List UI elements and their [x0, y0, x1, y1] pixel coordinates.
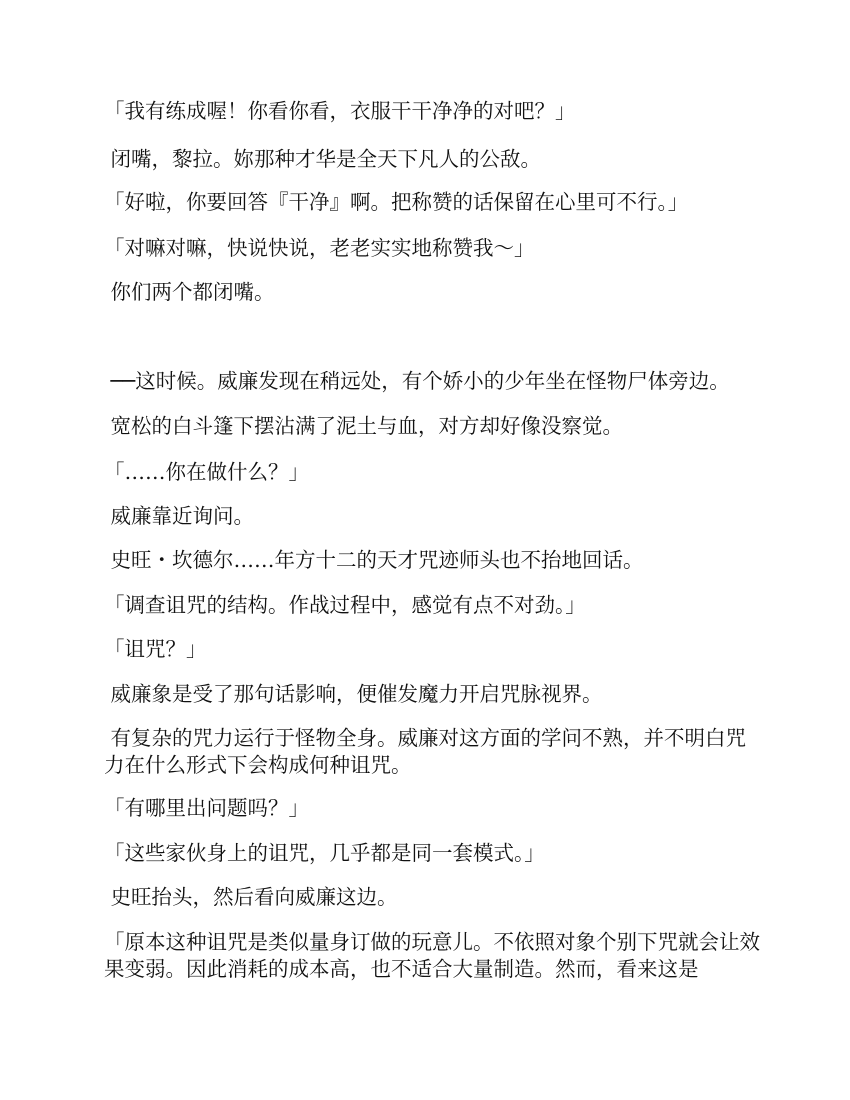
- paragraph: 你们两个都闭嘴。: [104, 280, 275, 304]
- paragraph: 宽松的白斗篷下摆沾满了泥土与血，对方却好像没察觉。: [104, 414, 624, 438]
- paragraph: 「这些家伙身上的诅咒，几乎都是同一套模式。」: [104, 841, 545, 865]
- paragraph: 史旺抬头，然后看向威廉这边。: [104, 885, 398, 909]
- paragraph: 「原本这种诅咒是类似量身订做的玩意儿。不依照对象个别下咒就会让效果变弱。因此消耗的成本高，也不适合大量制造。然而，看来这是: [104, 930, 760, 981]
- paragraph: 史旺・坎德尔……年方十二的天才咒迹师头也不抬地回话。: [104, 548, 644, 572]
- paragraph: 「诅咒？」: [104, 637, 207, 661]
- paragraph: 「好啦，你要回答『干净』啊。把称赞的话保留在心里可不行。」: [104, 190, 689, 214]
- paragraph: 有复杂的咒力运行于怪物全身。威廉对这方面的学问不熟，并不明白咒力在什么形式下会构成何种诅咒。: [104, 726, 747, 777]
- paragraph: 「调查诅咒的结构。作战过程中，感觉有点不对劲。」: [104, 593, 586, 617]
- paragraph: ──这时候。威廉发现在稍远处，有个娇小的少年坐在怪物尸体旁边。: [104, 369, 730, 393]
- paragraph: 威廉象是受了那句话影响，便催发魔力开启咒脉视界。: [104, 682, 603, 706]
- paragraph: 威廉靠近询问。: [104, 504, 255, 528]
- paragraph: 「有哪里出问题吗？」: [104, 796, 309, 820]
- paragraph: 闭嘴，黎拉。妳那种才华是全天下凡人的公敌。: [104, 147, 542, 171]
- paragraph: 「……你在做什么？」: [104, 460, 309, 484]
- paragraph: 「我有练成喔！你看你看，衣服干干净净的对吧？」: [104, 99, 576, 123]
- paragraph: 「对嘛对嘛，快说快说，老老实实地称赞我～」: [104, 236, 535, 260]
